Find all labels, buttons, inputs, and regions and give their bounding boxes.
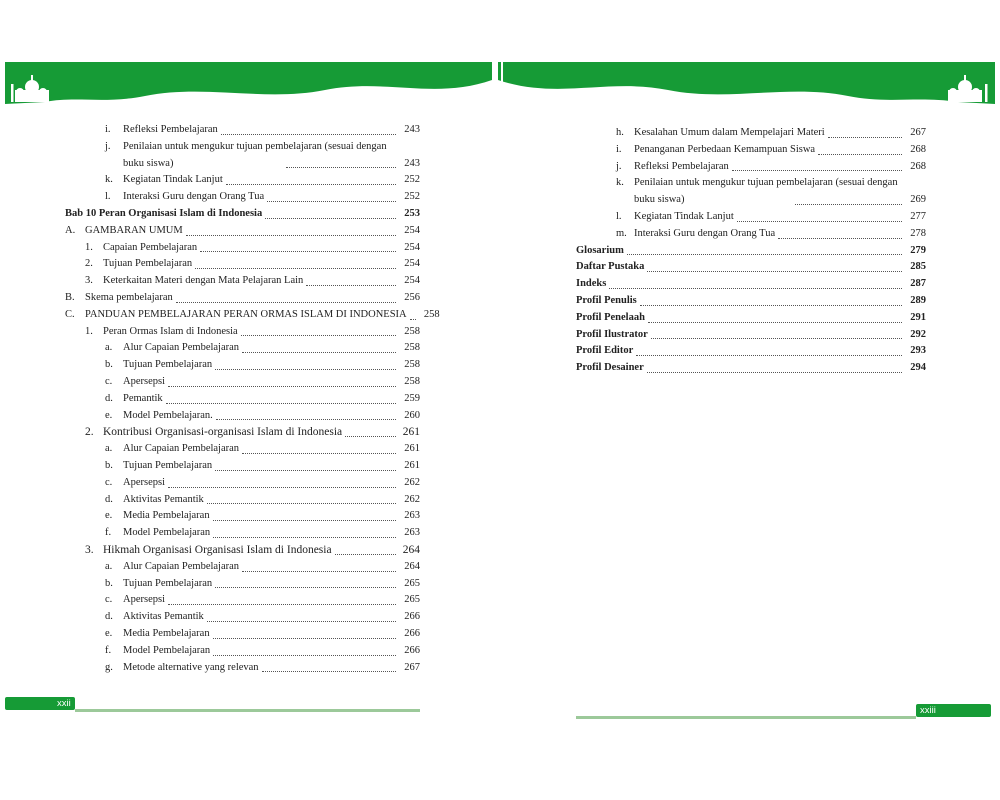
- page-number-badge: xxiii: [916, 704, 991, 717]
- dot-leader: [213, 638, 396, 639]
- toc-entry-title: Tujuan Pembelajaran: [103, 258, 193, 270]
- dot-leader: [166, 403, 396, 404]
- toc-entry-page: 243: [404, 124, 420, 135]
- toc-entry-title: Skema pembelajaran: [85, 291, 173, 303]
- toc-entry-title: Kegiatan Tindak Lanjut: [123, 174, 223, 186]
- toc-entry-title: Keterkaitan Materi dengan Mata Pelajaran Lain: [103, 275, 304, 287]
- toc-entry: [65, 525, 420, 542]
- toc-entry-page: 252: [404, 174, 420, 186]
- dot-leader: [262, 671, 396, 672]
- toc-entry: [65, 340, 420, 357]
- toc-entry: [65, 592, 420, 609]
- toc-entry-page: 259: [404, 392, 420, 404]
- toc-entry-title-continued: buku siswa): [123, 157, 174, 169]
- toc-entry: [65, 542, 420, 559]
- toc-entry-number: l.: [616, 210, 622, 222]
- toc-entry-number: e.: [105, 510, 113, 522]
- dot-leader: [200, 251, 396, 252]
- dot-leader: [647, 372, 902, 373]
- toc-entry: [65, 357, 420, 374]
- toc-entry-title: Tujuan Pembelajaran: [123, 359, 213, 371]
- dot-leader: [226, 184, 396, 185]
- dot-leader: [215, 369, 396, 370]
- toc-entry-title: Daftar Pustaka: [576, 261, 645, 273]
- toc-entry-title: Profil Ilustrator: [576, 328, 648, 340]
- toc-entry-title: PANDUAN PEMBELAJARAN PERAN ORMAS ISLAM DI INDONESIA: [85, 308, 407, 320]
- toc-entry: [65, 307, 440, 324]
- toc-entry-number: j.: [616, 160, 622, 172]
- toc-entry-title: Hikmah Organisasi Organisasi Islam di Indonesia: [103, 543, 332, 556]
- toc-entry: [65, 559, 420, 576]
- dot-leader: [195, 268, 396, 269]
- toc-entry-page: 252: [404, 191, 420, 203]
- toc-entry-title: Alur Capaian Pembelajaran: [123, 443, 240, 455]
- toc-entry-page: 261: [402, 426, 420, 439]
- dot-leader: [215, 470, 396, 471]
- toc-entry: [65, 223, 420, 240]
- toc-entry: [65, 643, 420, 660]
- toc-entry-number: j.: [105, 140, 111, 152]
- toc-entry-number: e.: [105, 627, 113, 639]
- dot-leader: [242, 453, 396, 454]
- dot-leader: [207, 621, 396, 622]
- dot-leader: [345, 436, 396, 437]
- toc-entry-number: m.: [616, 227, 627, 239]
- dot-leader: [737, 221, 902, 222]
- dot-leader: [242, 571, 396, 572]
- table-of-contents-left: [65, 122, 440, 676]
- toc-entry: [576, 293, 926, 310]
- toc-entry-title: Penilaian untuk mengukur tujuan pembelajaran (sesuai dengan: [123, 140, 387, 152]
- dot-leader: [609, 288, 902, 289]
- toc-entry: [576, 243, 926, 260]
- toc-entry-number: A.: [65, 224, 76, 236]
- toc-entry-page: 277: [910, 210, 926, 222]
- toc-entry-page: 258: [404, 325, 420, 337]
- toc-entry-page: 258: [404, 375, 420, 387]
- toc-entry: [576, 125, 926, 142]
- toc-entry-page: 243: [404, 157, 420, 169]
- toc-entry-page: 254: [404, 224, 420, 236]
- toc-entry: [65, 424, 420, 441]
- toc-entry: [65, 458, 420, 475]
- dot-leader: [216, 419, 396, 420]
- toc-entry-number: d.: [105, 493, 113, 505]
- toc-entry-title: GAMBARAN UMUM: [85, 224, 183, 236]
- toc-entry: [65, 660, 420, 677]
- toc-entry-title: Interaksi Guru dengan Orang Tua: [123, 191, 265, 203]
- toc-entry-number: k.: [105, 174, 113, 186]
- toc-entry-page: 293: [910, 345, 926, 357]
- toc-entry-page: 254: [404, 275, 420, 287]
- toc-entry-title: Kontribusi Organisasi-organisasi Islam di Indonesia: [103, 426, 343, 439]
- dot-leader: [213, 520, 396, 521]
- toc-entry-page: 291: [910, 311, 926, 323]
- toc-entry-number: f.: [105, 527, 112, 539]
- toc-entry-number: i.: [616, 143, 622, 155]
- toc-entry: [65, 139, 420, 173]
- toc-entry: [576, 360, 926, 377]
- dot-leader: [732, 170, 902, 171]
- toc-entry: [65, 576, 420, 593]
- toc-entry-number: c.: [105, 594, 113, 606]
- toc-entry-page: 265: [404, 577, 420, 589]
- toc-entry: [65, 374, 420, 391]
- toc-entry-page: 268: [910, 160, 926, 172]
- toc-entry-page: 278: [910, 227, 926, 239]
- toc-entry-page: 263: [404, 510, 420, 522]
- toc-entry-page: 262: [404, 476, 420, 488]
- toc-entry-title: Glosarium: [576, 244, 624, 256]
- toc-entry-page: 267: [404, 661, 420, 673]
- dot-leader: [241, 335, 396, 336]
- toc-entry-number: 3.: [85, 543, 94, 556]
- toc-entry-page: 258: [404, 359, 420, 371]
- toc-entry-title: Indeks: [576, 278, 607, 290]
- dot-leader: [647, 271, 902, 272]
- toc-entry-page: 264: [402, 543, 420, 556]
- toc-entry: [65, 206, 420, 223]
- dot-leader: [636, 355, 902, 356]
- toc-entry: [65, 256, 420, 273]
- dot-leader: [828, 137, 902, 138]
- toc-entry-title: Refleksi Pembelajaran: [634, 160, 729, 172]
- toc-entry-page: 263: [404, 527, 420, 539]
- toc-entry-number: b.: [105, 459, 113, 471]
- toc-entry-title: Aktivitas Pemantik: [123, 611, 204, 623]
- dot-leader: [795, 204, 902, 205]
- toc-entry-title: Profil Editor: [576, 345, 634, 357]
- toc-entry-title: Alur Capaian Pembelajaran: [123, 342, 240, 354]
- toc-entry: [65, 290, 420, 307]
- toc-entry-title: Model Pembelajaran: [123, 527, 211, 539]
- toc-entry: [65, 189, 420, 206]
- toc-entry: [576, 259, 926, 276]
- toc-entry-page: 268: [910, 143, 926, 155]
- toc-entry-number: 2.: [85, 426, 94, 439]
- toc-entry-number: 3.: [85, 275, 93, 287]
- toc-entry: [65, 240, 420, 257]
- toc-entry-page: 260: [404, 409, 420, 421]
- toc-entry-page: 292: [910, 328, 926, 340]
- toc-entry: [65, 122, 420, 139]
- dot-leader: [335, 554, 396, 555]
- toc-entry: [576, 209, 926, 226]
- dot-leader: [818, 154, 902, 155]
- toc-entry: [576, 343, 926, 360]
- toc-entry: [576, 327, 926, 344]
- toc-entry: [65, 508, 420, 525]
- toc-entry-number: e.: [105, 409, 113, 421]
- toc-entry-title: Profil Penelaah: [576, 311, 645, 323]
- toc-entry-title: Penanganan Perbedaan Kemampuan Siswa: [634, 143, 816, 155]
- toc-entry-number: c.: [105, 476, 113, 488]
- dot-leader: [640, 305, 902, 306]
- toc-entry-number: i.: [105, 124, 111, 135]
- dot-leader: [648, 322, 902, 323]
- dot-leader: [410, 319, 416, 320]
- toc-entry-page: 262: [404, 493, 420, 505]
- toc-entry: [65, 441, 420, 458]
- toc-entry-title: Interaksi Guru dengan Orang Tua: [634, 227, 776, 239]
- toc-entry: [65, 408, 420, 425]
- toc-entry-number: a.: [105, 560, 113, 572]
- toc-entry: [65, 609, 420, 626]
- dot-leader: [213, 537, 396, 538]
- dot-leader: [186, 235, 396, 236]
- dot-leader: [168, 487, 396, 488]
- toc-entry-number: f.: [105, 644, 112, 656]
- toc-entry-number: 1.: [85, 325, 93, 337]
- toc-entry-title-continued: buku siswa): [634, 194, 685, 206]
- toc-entry-page: 279: [910, 244, 926, 256]
- toc-entry-page: 264: [404, 560, 420, 572]
- toc-entry: [576, 226, 926, 243]
- toc-entry-page: 254: [404, 241, 420, 253]
- toc-entry-number: a.: [105, 443, 113, 455]
- toc-entry-title: Media Pembelajaran: [123, 627, 210, 639]
- page-number-badge: xxii: [5, 697, 75, 710]
- toc-entry-title: Profil Desainer: [576, 362, 644, 374]
- footer-line: [576, 716, 916, 719]
- toc-entry-page: 266: [404, 627, 420, 639]
- toc-entry-title: Media Pembelajaran: [123, 510, 210, 522]
- toc-entry-number: 2.: [85, 258, 93, 270]
- dot-leader: [651, 338, 902, 339]
- dot-leader: [306, 285, 396, 286]
- toc-entry: [576, 276, 926, 293]
- toc-entry-title: Model Pembelajaran.: [123, 409, 213, 421]
- dot-leader: [168, 604, 396, 605]
- toc-entry-number: d.: [105, 392, 113, 404]
- toc-entry-title: Capaian Pembelajaran: [103, 241, 198, 253]
- toc-entry-title: Tujuan Pembelajaran: [123, 577, 213, 589]
- header-banner: [498, 62, 995, 110]
- toc-entry-number: b.: [105, 577, 113, 589]
- toc-entry-page: 294: [910, 362, 926, 374]
- toc-entry-title: Model Pembelajaran: [123, 644, 211, 656]
- toc-entry-number: b.: [105, 359, 113, 371]
- toc-entry-title: Kesalahan Umum dalam Mempelajari Materi: [634, 127, 825, 138]
- toc-entry-title: Metode alternative yang relevan: [123, 661, 259, 673]
- toc-entry-page: 269: [910, 194, 926, 206]
- toc-entry-page: 261: [404, 459, 420, 471]
- toc-entry: [576, 310, 926, 327]
- toc-entry-page: 258: [423, 308, 440, 320]
- dot-leader: [627, 254, 902, 255]
- toc-entry-number: d.: [105, 611, 113, 623]
- right-page: [498, 62, 995, 722]
- toc-entry-page: 289: [910, 294, 926, 306]
- toc-entry-title: Tujuan Pembelajaran: [123, 459, 213, 471]
- dot-leader: [242, 352, 396, 353]
- toc-entry-title: Apersepsi: [123, 594, 165, 606]
- toc-entry-title: Profil Penulis: [576, 294, 637, 306]
- toc-entry: [65, 492, 420, 509]
- toc-entry-page: 253: [404, 207, 420, 219]
- toc-entry-title: Bab 10 Peran Organisasi Islam di Indonesia: [65, 207, 263, 219]
- toc-entry-number: g.: [105, 661, 113, 673]
- toc-entry-number: B.: [65, 291, 75, 303]
- toc-entry-page: 287: [910, 278, 926, 290]
- left-page: [5, 62, 492, 722]
- dot-leader: [286, 167, 396, 168]
- dot-leader: [207, 503, 396, 504]
- dot-leader: [265, 218, 396, 219]
- toc-entry-title: Aktivitas Pemantik: [123, 493, 204, 505]
- toc-entry-page: 254: [404, 258, 420, 270]
- toc-entry-number: a.: [105, 342, 113, 354]
- toc-entry-title: Apersepsi: [123, 375, 165, 387]
- toc-entry-number: C.: [65, 308, 75, 320]
- toc-entry-title: Refleksi Pembelajaran: [123, 124, 218, 135]
- toc-entry-title: Penilaian untuk mengukur tujuan pembelajaran (sesuai dengan: [634, 177, 898, 189]
- toc-entry: [576, 175, 926, 209]
- toc-entry: [65, 626, 420, 643]
- table-of-contents-right: [576, 125, 926, 377]
- toc-entry: [576, 142, 926, 159]
- toc-entry: [65, 172, 420, 189]
- dot-leader: [176, 302, 396, 303]
- dot-leader: [168, 386, 396, 387]
- toc-entry-title: Peran Ormas Islam di Indonesia: [103, 325, 238, 337]
- header-banner: [5, 62, 492, 110]
- dot-leader: [215, 587, 396, 588]
- toc-entry: [65, 391, 420, 408]
- toc-entry-page: 285: [910, 261, 926, 273]
- toc-entry-page: 256: [404, 291, 420, 303]
- toc-entry-number: l.: [105, 191, 111, 203]
- toc-entry-title: Apersepsi: [123, 476, 165, 488]
- toc-entry-page: 265: [404, 594, 420, 606]
- toc-entry-title: Pemantik: [123, 392, 163, 404]
- toc-entry-number: h.: [616, 127, 624, 138]
- toc-entry-number: c.: [105, 375, 113, 387]
- toc-entry: [65, 273, 420, 290]
- toc-entry-page: 266: [404, 611, 420, 623]
- toc-entry-page: 258: [404, 342, 420, 354]
- dot-leader: [778, 238, 902, 239]
- toc-entry-page: 266: [404, 644, 420, 656]
- footer-line: [75, 709, 420, 712]
- toc-entry-title: Kegiatan Tindak Lanjut: [634, 210, 734, 222]
- dot-leader: [213, 655, 396, 656]
- toc-entry-title: Alur Capaian Pembelajaran: [123, 560, 240, 572]
- toc-entry: [65, 324, 420, 341]
- toc-entry: [65, 475, 420, 492]
- toc-entry: [576, 159, 926, 176]
- toc-entry-number: k.: [616, 177, 624, 189]
- dot-leader: [221, 134, 396, 135]
- toc-entry-number: 1.: [85, 241, 93, 253]
- toc-entry-page: 267: [910, 127, 926, 138]
- toc-entry-page: 261: [404, 443, 420, 455]
- dot-leader: [267, 201, 396, 202]
